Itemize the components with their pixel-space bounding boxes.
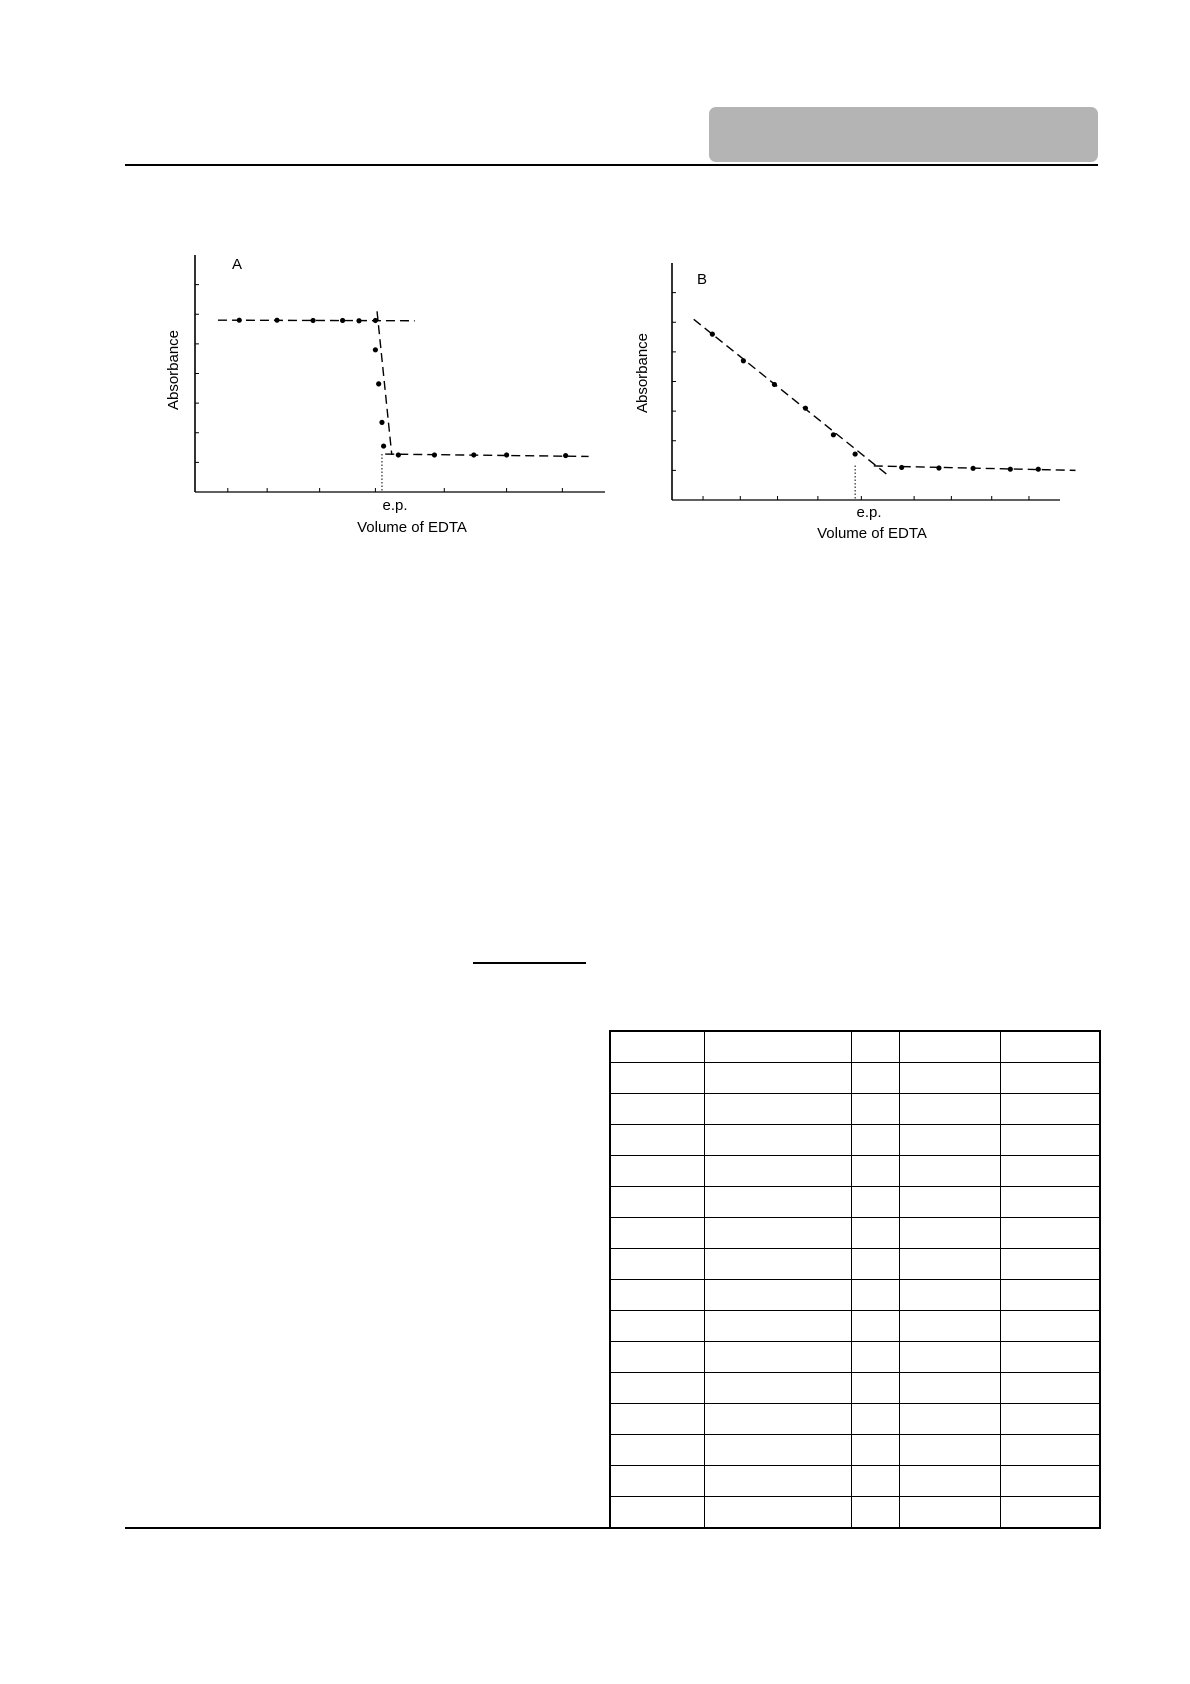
table-row [610, 1497, 1100, 1529]
table-cell [610, 1497, 704, 1529]
table-cell [899, 1187, 1000, 1218]
chart-a-data-point [237, 318, 242, 323]
table-cell [1000, 1094, 1100, 1125]
table-cell [899, 1466, 1000, 1497]
table-cell [704, 1187, 851, 1218]
chart-a-data-point [381, 443, 386, 448]
chart-b-data-point [1008, 467, 1013, 472]
chart-a-plot [195, 255, 605, 492]
chart-b-y-axis-label: Absorbance [634, 332, 651, 414]
table-cell [899, 1094, 1000, 1125]
chart-b-data-point [710, 332, 715, 337]
table-cell [899, 1063, 1000, 1094]
chart-a-endpoint-label: e.p. [382, 497, 408, 514]
chart-a-label: A [232, 256, 243, 273]
table-cell [851, 1280, 899, 1311]
chart-b-x-axis-label: Volume of EDTA [817, 525, 927, 542]
header-rule [125, 164, 1098, 166]
table-cell [899, 1218, 1000, 1249]
table-cell [610, 1280, 704, 1311]
table-cell [704, 1435, 851, 1466]
table-row [610, 1218, 1100, 1249]
chart-b-data-point [936, 465, 941, 470]
table-cell [851, 1187, 899, 1218]
table-cell [1000, 1280, 1100, 1311]
table-cell [704, 1094, 851, 1125]
table-cell [610, 1218, 704, 1249]
chart-a-x-axis-label: Volume of EDTA [357, 519, 467, 536]
table-cell [851, 1466, 899, 1497]
table-cell [851, 1373, 899, 1404]
table-cell [851, 1404, 899, 1435]
table-cell [704, 1125, 851, 1156]
chart-b [620, 255, 1090, 555]
table-cell [704, 1063, 851, 1094]
table-cell [704, 1280, 851, 1311]
table-cell [704, 1031, 851, 1063]
chart-a-fit-line [385, 454, 588, 456]
chart-a-data-point [376, 381, 381, 386]
table-cell [610, 1187, 704, 1218]
chart-b-data-point [772, 382, 777, 387]
chart-a-data-point [379, 420, 384, 425]
table-cell [899, 1342, 1000, 1373]
table-cell [851, 1342, 899, 1373]
table-row [610, 1031, 1100, 1063]
table-cell [704, 1404, 851, 1435]
table-cell [899, 1311, 1000, 1342]
table-cell [851, 1156, 899, 1187]
table-cell [610, 1311, 704, 1342]
chart-a-data-point [373, 318, 378, 323]
chart-a-data-point [340, 318, 345, 323]
table-cell [851, 1218, 899, 1249]
table-row [610, 1094, 1100, 1125]
chart-a-data-point [563, 453, 568, 458]
table-cell [1000, 1311, 1100, 1342]
table-cell [899, 1031, 1000, 1063]
table-cell [610, 1094, 704, 1125]
table-cell [610, 1466, 704, 1497]
table-cell [704, 1249, 851, 1280]
table-cell [851, 1094, 899, 1125]
table-cell [899, 1435, 1000, 1466]
table-row [610, 1311, 1100, 1342]
data-table [609, 1030, 1101, 1529]
table-cell [851, 1435, 899, 1466]
table-cell [704, 1342, 851, 1373]
table-cell [851, 1497, 899, 1529]
table-cell [610, 1249, 704, 1280]
table-row [610, 1125, 1100, 1156]
table-cell [899, 1125, 1000, 1156]
chart-a-y-axis-label: Absorbance [165, 329, 182, 411]
table-row [610, 1435, 1100, 1466]
table-cell [610, 1031, 704, 1063]
table-cell [704, 1156, 851, 1187]
chart-b-data-point [803, 406, 808, 411]
table-cell [851, 1031, 899, 1063]
table-cell [1000, 1497, 1100, 1529]
table-cell [851, 1125, 899, 1156]
table-cell [1000, 1187, 1100, 1218]
chart-a-data-point [274, 318, 279, 323]
table-cell [899, 1249, 1000, 1280]
table-cell [610, 1125, 704, 1156]
table-cell [1000, 1404, 1100, 1435]
table-cell [1000, 1373, 1100, 1404]
chart-b-data-point [899, 465, 904, 470]
table-row [610, 1404, 1100, 1435]
table-cell [610, 1342, 704, 1373]
table-cell [851, 1063, 899, 1094]
table-cell [1000, 1218, 1100, 1249]
chart-a-fit-line [218, 320, 415, 321]
table-cell [610, 1063, 704, 1094]
chart-a-data-point [373, 347, 378, 352]
chart-a [150, 245, 620, 550]
table-cell [851, 1249, 899, 1280]
chart-b-plot [672, 263, 1076, 500]
table-cell [1000, 1435, 1100, 1466]
chart-b-data-point [853, 451, 858, 456]
table-row [610, 1342, 1100, 1373]
chart-a-data-point [356, 318, 361, 323]
table-row [610, 1373, 1100, 1404]
table-row [610, 1249, 1100, 1280]
table-cell [704, 1218, 851, 1249]
table-cell [704, 1311, 851, 1342]
table-cell [610, 1404, 704, 1435]
table-cell [1000, 1156, 1100, 1187]
chart-b-label: B [697, 271, 708, 288]
chart-a-data-point [310, 318, 315, 323]
table-cell [610, 1435, 704, 1466]
chart-a-data-point [432, 452, 437, 457]
table-cell [610, 1156, 704, 1187]
table-cell [1000, 1063, 1100, 1094]
chart-a-data-point [471, 452, 476, 457]
table-cell [1000, 1249, 1100, 1280]
table-cell [704, 1466, 851, 1497]
table-cell [1000, 1342, 1100, 1373]
chart-b-data-point [970, 466, 975, 471]
table-cell [704, 1497, 851, 1529]
header-tab [709, 107, 1098, 162]
table-cell [851, 1311, 899, 1342]
table-row [610, 1466, 1100, 1497]
table-cell [704, 1373, 851, 1404]
table-cell [899, 1373, 1000, 1404]
chart-b-fit-line [694, 319, 890, 476]
heading-underline [473, 962, 586, 964]
chart-b-data-point [1036, 467, 1041, 472]
chart-a-data-point [504, 452, 509, 457]
table-cell [1000, 1031, 1100, 1063]
footer-rule [125, 1527, 1098, 1529]
table-cell [1000, 1466, 1100, 1497]
table-cell [610, 1373, 704, 1404]
table-cell [899, 1156, 1000, 1187]
table-cell [899, 1280, 1000, 1311]
table-cell [1000, 1125, 1100, 1156]
table-cell [899, 1497, 1000, 1529]
table-row [610, 1187, 1100, 1218]
table-row [610, 1063, 1100, 1094]
table-row [610, 1156, 1100, 1187]
chart-a-data-point [396, 452, 401, 457]
chart-b-data-point [831, 432, 836, 437]
chart-b-data-point [741, 358, 746, 363]
chart-b-endpoint-label: e.p. [856, 504, 882, 521]
table-row [610, 1280, 1100, 1311]
table-cell [899, 1404, 1000, 1435]
